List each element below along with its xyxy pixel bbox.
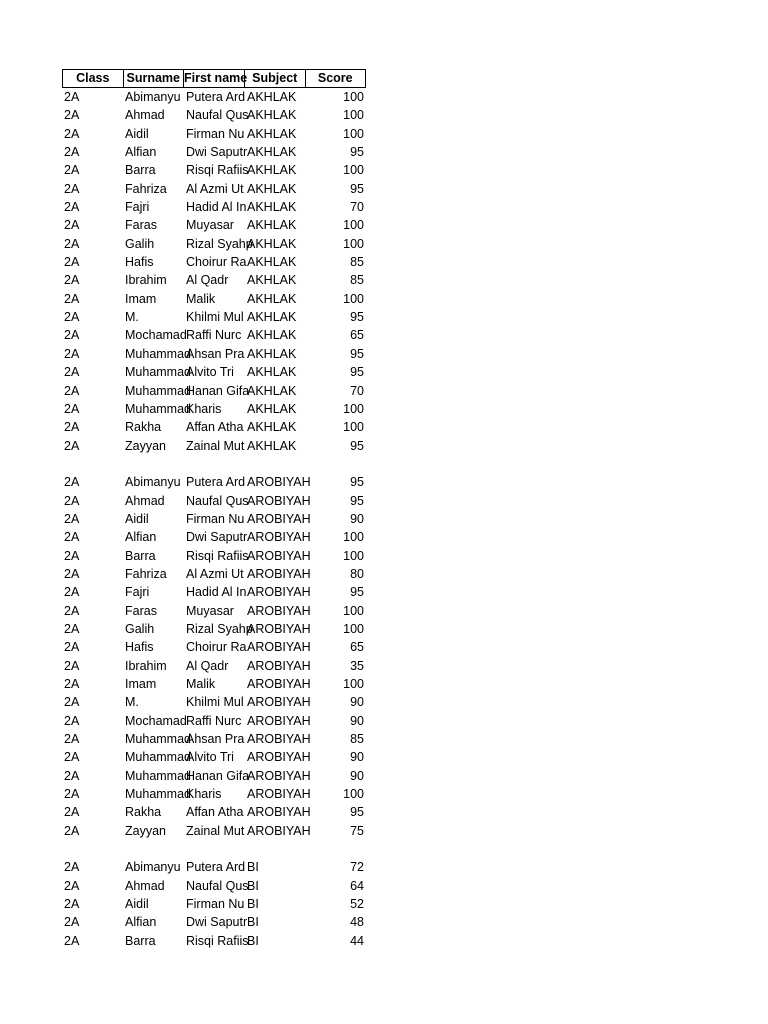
table-row: [62, 822, 366, 840]
first-name-cell[interactable]: Zainal Mut: [186, 438, 245, 453]
class-cell[interactable]: 2A: [64, 255, 80, 270]
score-cell[interactable]: 100: [343, 548, 364, 563]
blank-row: [62, 840, 366, 858]
first-name-cell[interactable]: Khilmi Mul: [186, 695, 244, 710]
class-cell[interactable]: 2A: [64, 732, 80, 747]
subject-cell[interactable]: AROBIYAH: [247, 750, 311, 765]
first-name-cell[interactable]: Kharis: [186, 787, 222, 802]
first-name-cell[interactable]: Hanan Gifa: [186, 383, 250, 398]
score-cell[interactable]: 80: [350, 566, 364, 581]
class-cell[interactable]: 2A: [64, 181, 80, 196]
table-row: [62, 675, 366, 693]
subject-cell[interactable]: AKHLAK: [247, 291, 297, 306]
score-cell[interactable]: 65: [350, 640, 364, 655]
score-cell[interactable]: 100: [343, 677, 364, 691]
subject-cell[interactable]: BI: [247, 860, 259, 875]
surname-cell[interactable]: Aidil: [125, 126, 149, 141]
subject-cell[interactable]: AKHLAK: [247, 255, 297, 270]
class-cell[interactable]: 2A: [64, 108, 80, 123]
subject-cell[interactable]: AROBIYAH: [247, 603, 311, 618]
class-cell[interactable]: 2A: [64, 695, 80, 710]
table-row: [62, 565, 366, 583]
surname-cell[interactable]: Muhammad: [125, 346, 191, 361]
surname-cell[interactable]: Fahriza: [125, 181, 167, 196]
subject-cell[interactable]: AKHLAK: [247, 401, 297, 416]
class-cell[interactable]: 2A: [64, 475, 80, 490]
class-cell[interactable]: 2A: [64, 365, 80, 380]
table-row: [62, 290, 366, 308]
surname-cell[interactable]: Faras: [125, 603, 157, 618]
score-cell[interactable]: 85: [350, 255, 364, 270]
surname-cell[interactable]: Muhammad: [125, 401, 191, 416]
subject-cell[interactable]: AKHLAK: [247, 218, 297, 233]
table-row: [62, 748, 366, 766]
subject-cell[interactable]: AKHLAK: [247, 163, 297, 178]
table-row: [62, 418, 366, 436]
class-cell[interactable]: 2A: [64, 530, 80, 545]
table-row: [62, 437, 366, 455]
subject-cell[interactable]: AROBIYAH: [247, 787, 311, 802]
first-name-cell[interactable]: Khilmi Mul: [186, 310, 244, 325]
class-cell[interactable]: 2A: [64, 713, 80, 728]
table-row: [62, 363, 366, 381]
first-name-cell[interactable]: Choirur Ra: [186, 640, 247, 655]
class-cell[interactable]: 2A: [64, 346, 80, 361]
surname-cell[interactable]: Abimanyu: [125, 90, 181, 104]
subject-cell[interactable]: AKHLAK: [247, 328, 297, 343]
first-name-cell[interactable]: Rizal Syahp: [186, 236, 253, 251]
table-row: [62, 271, 366, 289]
class-cell[interactable]: 2A: [64, 750, 80, 765]
subject-cell[interactable]: AROBIYAH: [247, 768, 311, 783]
first-name-cell[interactable]: Naufal Qus: [186, 493, 249, 508]
subject-cell[interactable]: AROBIYAH: [247, 548, 311, 563]
score-cell[interactable]: 70: [350, 200, 364, 215]
first-name-cell[interactable]: Putera Ard: [186, 860, 246, 875]
surname-cell[interactable]: Barra: [125, 548, 156, 563]
table-row: [62, 235, 366, 253]
score-cell[interactable]: 90: [350, 695, 364, 710]
table-row: [62, 528, 366, 546]
first-name-cell[interactable]: Al Qadr: [186, 273, 229, 288]
first-name-cell[interactable]: Al Qadr: [186, 658, 229, 673]
score-cell[interactable]: 90: [350, 511, 364, 526]
subject-header[interactable]: Subject: [245, 70, 306, 87]
first-name-cell[interactable]: Dwi Saputr: [186, 530, 248, 545]
table-row: [62, 730, 366, 748]
first-name-cell[interactable]: Raffi Nurc: [186, 328, 242, 343]
surname-cell[interactable]: M.: [125, 310, 139, 325]
table-row: [62, 638, 366, 656]
score-header[interactable]: Score: [317, 71, 353, 85]
surname-cell[interactable]: Mochamad: [125, 328, 187, 343]
score-cell[interactable]: 100: [343, 236, 364, 251]
subject-cell[interactable]: AKHLAK: [247, 126, 297, 141]
first-name-cell[interactable]: Raffi Nurc: [186, 713, 242, 728]
subject-cell[interactable]: AKHLAK: [247, 200, 297, 215]
subject-cell[interactable]: AKHLAK: [247, 310, 297, 325]
class-cell[interactable]: 2A: [64, 878, 80, 893]
surname-cell[interactable]: Hafis: [125, 255, 154, 270]
class-cell[interactable]: 2A: [64, 163, 80, 178]
class-cell[interactable]: 2A: [64, 603, 80, 618]
surname-cell[interactable]: Ahmad: [125, 493, 165, 508]
score-cell[interactable]: 100: [343, 787, 364, 802]
class-cell[interactable]: 2A: [64, 787, 80, 802]
surname-cell[interactable]: Hafis: [125, 640, 154, 655]
class-cell[interactable]: 2A: [64, 897, 80, 912]
score-cell[interactable]: 52: [350, 897, 364, 912]
table-row: [62, 198, 366, 216]
surname-cell[interactable]: Alfian: [125, 915, 157, 930]
first-name-cell[interactable]: Dwi Saputr: [186, 145, 248, 160]
table-row: [62, 932, 366, 950]
class-cell[interactable]: 2A: [64, 915, 80, 930]
class-cell[interactable]: 2A: [64, 328, 80, 343]
subject-cell[interactable]: AKHLAK: [247, 420, 297, 435]
subject-cell[interactable]: BI: [247, 897, 259, 912]
class-cell[interactable]: 2A: [64, 145, 80, 160]
score-cell[interactable]: 48: [350, 915, 364, 930]
surname-cell[interactable]: Aidil: [125, 897, 149, 912]
table-row: [62, 106, 366, 124]
first-name-cell[interactable]: Dwi Saputr: [186, 915, 248, 930]
first-name-header[interactable]: First name: [184, 71, 248, 85]
first-name-cell[interactable]: Firman Nu: [186, 511, 245, 526]
surname-cell[interactable]: Muhammad: [125, 383, 191, 398]
first-name-cell[interactable]: Risqi Rafiis: [186, 933, 249, 948]
score-cell[interactable]: 95: [350, 585, 364, 600]
table-row: [62, 858, 366, 876]
score-cell[interactable]: 35: [350, 658, 364, 673]
first-name-cell[interactable]: Naufal Qus: [186, 878, 249, 893]
score-cell[interactable]: 95: [350, 346, 364, 361]
subject-cell[interactable]: AROBIYAH: [247, 823, 311, 838]
first-name-cell[interactable]: Affan Atha: [186, 805, 244, 820]
subject-cell[interactable]: AROBIYAH: [247, 732, 311, 747]
table-row: [62, 767, 366, 785]
score-cell[interactable]: 95: [350, 805, 364, 820]
first-name-cell[interactable]: Ahsan Pra: [186, 732, 245, 747]
first-name-cell[interactable]: Hadid Al In: [186, 200, 247, 215]
table-row: [62, 913, 366, 931]
surname-cell[interactable]: Ahmad: [125, 878, 165, 893]
subject-cell[interactable]: AKHLAK: [247, 346, 297, 361]
surname-cell[interactable]: Rakha: [125, 420, 162, 435]
first-name-cell[interactable]: Naufal Qus: [186, 108, 249, 123]
subject-cell[interactable]: AKHLAK: [247, 90, 297, 104]
first-name-cell[interactable]: Firman Nu: [186, 126, 245, 141]
table-row: [62, 712, 366, 730]
table-row: [62, 326, 366, 344]
first-name-cell[interactable]: Hanan Gifa: [186, 768, 250, 783]
score-cell[interactable]: 100: [343, 420, 364, 435]
table-row: [62, 473, 366, 491]
score-cell[interactable]: 100: [343, 291, 364, 306]
surname-cell[interactable]: Ahmad: [125, 108, 165, 123]
subject-cell[interactable]: AROBIYAH: [247, 493, 311, 508]
first-name-cell[interactable]: Ahsan Pra: [186, 346, 245, 361]
subject-cell[interactable]: AROBIYAH: [247, 640, 311, 655]
first-name-cell[interactable]: Malik: [186, 677, 216, 691]
surname-cell[interactable]: Alfian: [125, 530, 157, 545]
first-name-cell[interactable]: Muyasar: [186, 218, 234, 233]
class-cell[interactable]: 2A: [64, 585, 80, 600]
subject-cell[interactable]: AROBIYAH: [247, 621, 311, 636]
score-cell[interactable]: 95: [350, 310, 364, 325]
table-row: [62, 161, 366, 179]
first-name-cell[interactable]: Kharis: [186, 401, 222, 416]
subject-cell[interactable]: AROBIYAH: [247, 658, 311, 673]
subject-cell[interactable]: AKHLAK: [247, 145, 297, 160]
table-row: [62, 400, 366, 418]
first-name-cell[interactable]: Affan Atha: [186, 420, 244, 435]
first-name-cell[interactable]: Al Azmi Ut: [186, 566, 244, 581]
subject-cell[interactable]: AROBIYAH: [247, 566, 311, 581]
surname-cell[interactable]: Abimanyu: [125, 860, 181, 875]
first-name-cell[interactable]: Al Azmi Ut: [186, 181, 244, 196]
class-cell[interactable]: 2A: [64, 438, 80, 453]
first-name-cell[interactable]: Risqi Rafiis: [186, 163, 249, 178]
surname-cell[interactable]: Barra: [125, 933, 156, 948]
table-row: [62, 253, 366, 271]
class-cell[interactable]: 2A: [64, 273, 80, 288]
score-cell[interactable]: 100: [343, 163, 364, 178]
subject-cell[interactable]: AROBIYAH: [247, 530, 311, 545]
surname-cell[interactable]: Imam: [125, 291, 157, 306]
surname-cell[interactable]: Ibrahim: [125, 273, 167, 288]
surname-cell[interactable]: Zayyan: [125, 438, 166, 453]
score-cell[interactable]: 95: [350, 438, 364, 453]
surname-cell[interactable]: Rakha: [125, 805, 162, 820]
class-cell[interactable]: 2A: [64, 640, 80, 655]
subject-cell[interactable]: AROBIYAH: [247, 713, 311, 728]
surname-cell[interactable]: Muhammad: [125, 750, 191, 765]
table-row: [62, 602, 366, 620]
subject-cell[interactable]: AKHLAK: [247, 383, 297, 398]
surname-header[interactable]: Surname: [124, 70, 185, 87]
score-cell[interactable]: 70: [350, 383, 364, 398]
class-cell[interactable]: 2A: [64, 805, 80, 820]
subject-cell[interactable]: AROBIYAH: [247, 585, 311, 600]
surname-cell[interactable]: Muhammad: [125, 365, 191, 380]
class-cell[interactable]: 2A: [64, 200, 80, 215]
table-row: [62, 492, 366, 510]
score-cell[interactable]: 100: [343, 401, 364, 416]
first-name-cell[interactable]: Firman Nu: [186, 897, 245, 912]
subject-cell[interactable]: BI: [247, 933, 259, 948]
score-cell[interactable]: 95: [350, 493, 364, 508]
surname-cell[interactable]: Galih: [125, 621, 155, 636]
surname-cell[interactable]: Imam: [125, 677, 157, 691]
surname-cell[interactable]: Fahriza: [125, 566, 167, 581]
subject-cell[interactable]: BI: [247, 878, 259, 893]
first-name-cell[interactable]: Putera Ard: [186, 475, 246, 490]
score-cell[interactable]: 85: [350, 273, 364, 288]
table-row: [62, 657, 366, 675]
surname-cell[interactable]: Aidil: [125, 511, 149, 526]
score-sheet: [62, 69, 366, 950]
first-name-cell[interactable]: Putera Ard: [186, 90, 246, 104]
first-name-cell[interactable]: Zainal Mut: [186, 823, 245, 838]
class-cell[interactable]: 2A: [64, 566, 80, 581]
surname-cell[interactable]: Abimanyu: [125, 475, 181, 490]
first-name-cell[interactable]: Muyasar: [186, 603, 234, 618]
subject-cell[interactable]: AKHLAK: [247, 108, 297, 123]
class-cell[interactable]: 2A: [64, 218, 80, 233]
first-name-cell[interactable]: Malik: [186, 291, 216, 306]
table-row: [62, 345, 366, 363]
class-cell[interactable]: 2A: [64, 933, 80, 948]
class-header[interactable]: Class: [63, 70, 124, 87]
first-name-cell[interactable]: Alvito Tri: [186, 750, 234, 765]
score-cell[interactable]: 90: [350, 750, 364, 765]
subject-cell[interactable]: AROBIYAH: [247, 805, 311, 820]
score-cell[interactable]: 85: [350, 732, 364, 747]
subject-cell[interactable]: AKHLAK: [247, 365, 297, 380]
first-name-cell[interactable]: Risqi Rafiis: [186, 548, 249, 563]
first-name-cell[interactable]: Hadid Al In: [186, 585, 247, 600]
table-row: [62, 308, 366, 326]
score-cell[interactable]: 100: [343, 108, 364, 123]
first-name-cell[interactable]: Rizal Syahp: [186, 621, 253, 636]
score-cell[interactable]: 75: [350, 823, 364, 838]
score-cell[interactable]: 90: [350, 768, 364, 783]
table-body: [62, 88, 366, 950]
score-cell[interactable]: 64: [350, 878, 364, 893]
score-cell[interactable]: 95: [350, 365, 364, 380]
class-cell[interactable]: 2A: [64, 310, 80, 325]
subject-cell[interactable]: AROBIYAH: [247, 695, 311, 710]
class-cell[interactable]: 2A: [64, 420, 80, 435]
surname-cell[interactable]: Muhammad: [125, 787, 191, 802]
table-row: [62, 877, 366, 895]
surname-cell[interactable]: Mochamad: [125, 713, 187, 728]
table-row: [62, 547, 366, 565]
score-cell[interactable]: 100: [343, 218, 364, 233]
subject-cell[interactable]: AROBIYAH: [247, 677, 311, 691]
table-row: [62, 125, 366, 143]
class-cell[interactable]: 2A: [64, 383, 80, 398]
surname-cell[interactable]: Fajri: [125, 585, 150, 600]
score-cell[interactable]: 72: [350, 860, 364, 875]
score-cell[interactable]: 44: [350, 933, 364, 948]
score-cell[interactable]: 65: [350, 328, 364, 343]
surname-cell[interactable]: Alfian: [125, 145, 157, 160]
subject-cell[interactable]: AROBIYAH: [247, 511, 311, 526]
score-cell[interactable]: 100: [343, 530, 364, 545]
surname-cell[interactable]: Galih: [125, 236, 155, 251]
surname-cell[interactable]: Ibrahim: [125, 658, 167, 673]
surname-cell[interactable]: Barra: [125, 163, 156, 178]
class-cell[interactable]: 2A: [64, 236, 80, 251]
table-row: [62, 785, 366, 803]
class-cell[interactable]: 2A: [64, 677, 80, 691]
class-cell[interactable]: 2A: [64, 126, 80, 141]
score-cell[interactable]: 100: [343, 126, 364, 141]
score-cell[interactable]: 95: [350, 181, 364, 196]
class-cell[interactable]: 2A: [64, 621, 80, 636]
surname-cell[interactable]: Faras: [125, 218, 157, 233]
class-cell[interactable]: 2A: [64, 493, 80, 508]
class-cell[interactable]: 2A: [64, 291, 80, 306]
surname-cell[interactable]: Muhammad: [125, 732, 191, 747]
header-row: [62, 69, 366, 88]
subject-cell[interactable]: AROBIYAH: [247, 475, 311, 490]
table-row: [62, 803, 366, 821]
table-row: [62, 143, 366, 161]
class-cell[interactable]: 2A: [64, 90, 80, 104]
score-cell[interactable]: 95: [350, 475, 364, 490]
subject-cell[interactable]: AKHLAK: [247, 438, 297, 453]
table-row: [62, 382, 366, 400]
score-cell[interactable]: 100: [343, 603, 364, 618]
subject-cell[interactable]: AKHLAK: [247, 181, 297, 196]
table-row: [62, 693, 366, 711]
subject-cell[interactable]: AKHLAK: [247, 236, 297, 251]
score-cell[interactable]: 100: [343, 90, 364, 104]
first-name-cell[interactable]: Choirur Ra: [186, 255, 247, 270]
table-row: [62, 88, 366, 106]
subject-cell[interactable]: AKHLAK: [247, 273, 297, 288]
surname-cell[interactable]: Muhammad: [125, 768, 191, 783]
surname-cell[interactable]: M.: [125, 695, 139, 710]
class-cell[interactable]: 2A: [64, 823, 80, 838]
table-row: [62, 583, 366, 601]
table-row: [62, 510, 366, 528]
class-cell[interactable]: 2A: [64, 548, 80, 563]
subject-cell[interactable]: BI: [247, 915, 259, 930]
table-row: [62, 180, 366, 198]
score-cell[interactable]: 95: [350, 145, 364, 160]
class-cell[interactable]: 2A: [64, 860, 80, 875]
table-row: [62, 895, 366, 913]
table-row: [62, 216, 366, 234]
class-cell[interactable]: 2A: [64, 511, 80, 526]
first-name-cell[interactable]: Alvito Tri: [186, 365, 234, 380]
table-row: [62, 620, 366, 638]
class-cell[interactable]: 2A: [64, 401, 80, 416]
score-cell[interactable]: 90: [350, 713, 364, 728]
surname-cell[interactable]: Fajri: [125, 200, 150, 215]
score-cell[interactable]: 100: [343, 621, 364, 636]
class-cell[interactable]: 2A: [64, 658, 80, 673]
surname-cell[interactable]: Zayyan: [125, 823, 166, 838]
class-cell[interactable]: 2A: [64, 768, 80, 783]
blank-row: [62, 455, 366, 473]
